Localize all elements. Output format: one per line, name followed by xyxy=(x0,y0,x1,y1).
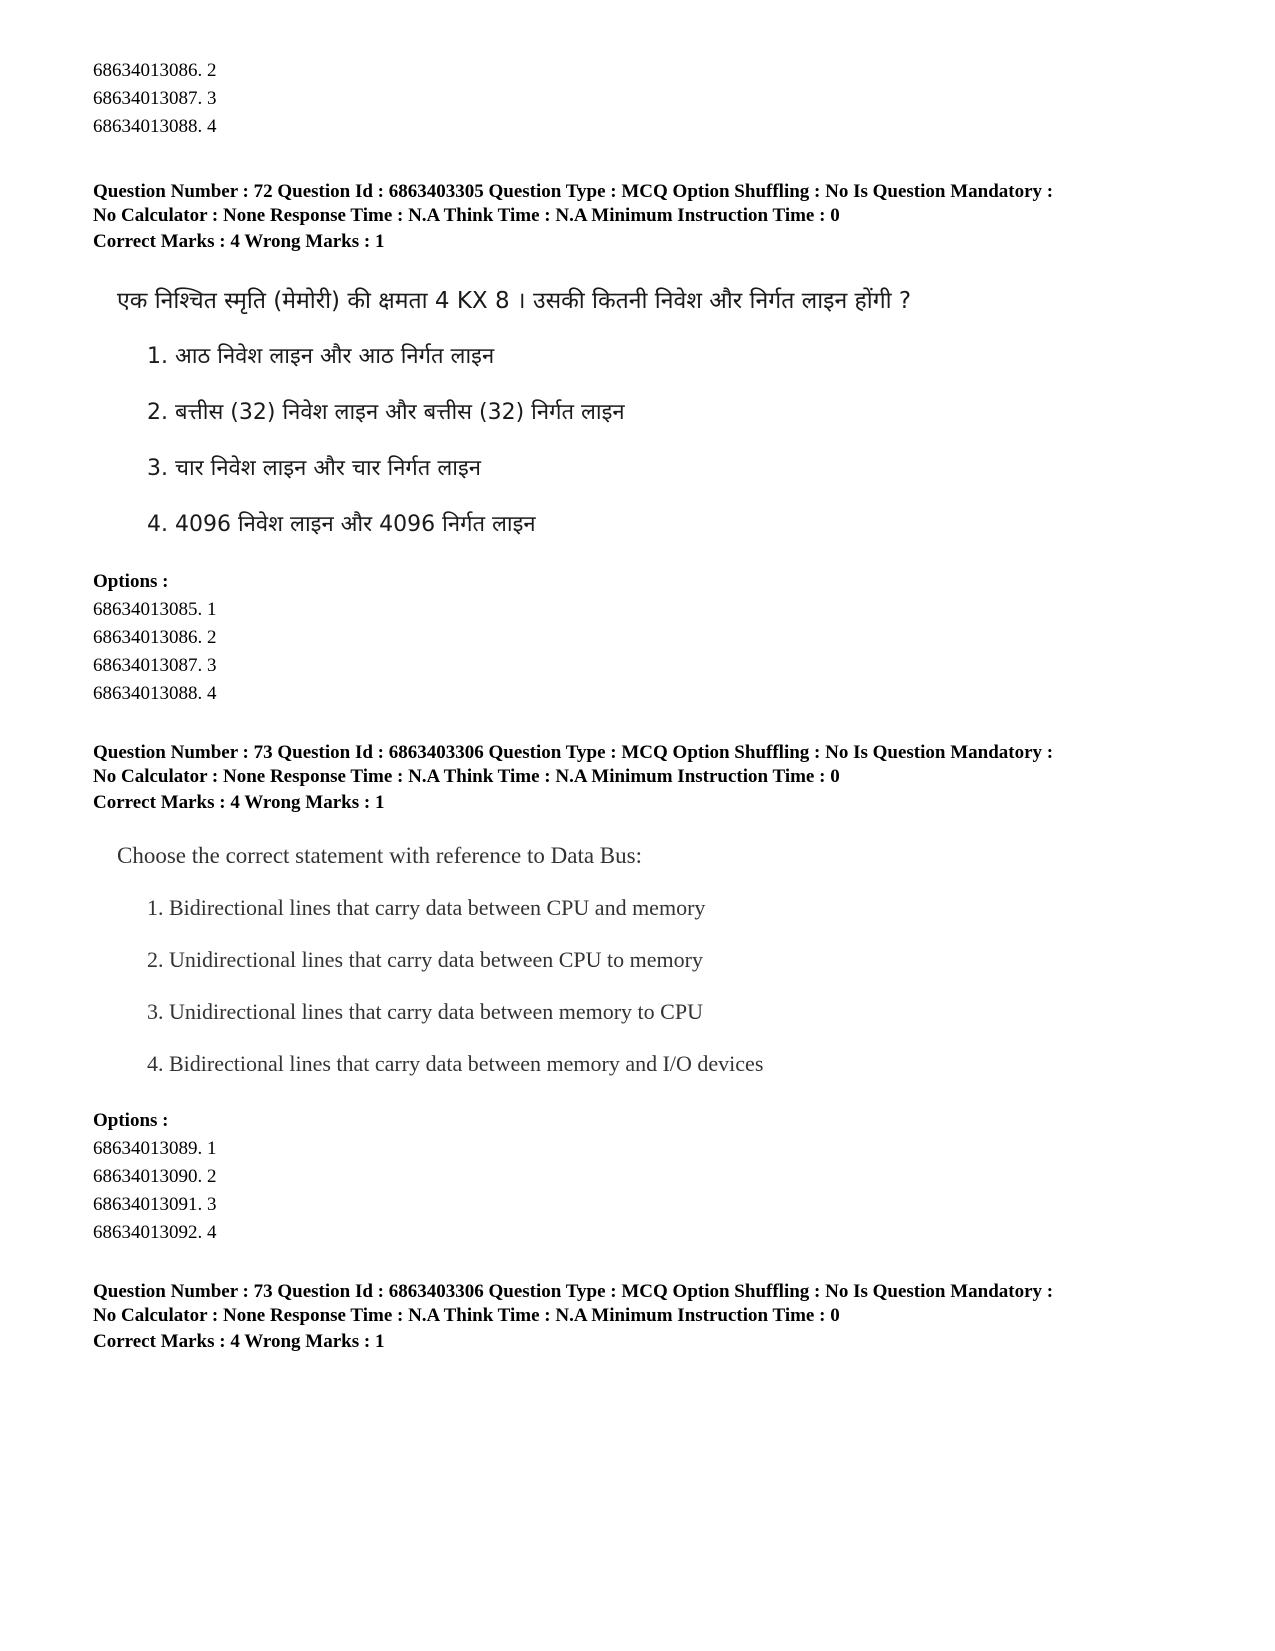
option-entry: 68634013086. 2 xyxy=(93,627,217,648)
option-id: 68634013089 xyxy=(93,1138,198,1159)
option-id: 68634013087 xyxy=(93,88,198,109)
option-entry: 68634013092. 4 xyxy=(93,1222,217,1243)
answer-choice: 4. Bidirectional lines that carry data between memory and I/O devices xyxy=(147,1051,764,1076)
option-number: 3 xyxy=(207,655,217,676)
question-meta-line: Question Number : 73 Question Id : 6863403306 Question Type : MCQ Option Shuffling : No Is Question Mandatory : xyxy=(93,742,1054,763)
option-number: 3 xyxy=(207,1194,217,1215)
option-id: 68634013086 xyxy=(93,60,198,81)
question-meta-line: No Calculator : None Response Time : N.A Think Time : N.A Minimum Instruction Time : 0 xyxy=(93,766,840,787)
option-number: 4 xyxy=(207,1222,217,1243)
options-label: Options : xyxy=(93,571,169,592)
option-number: 2 xyxy=(207,627,217,648)
question-marks: Correct Marks : 4 Wrong Marks : 1 xyxy=(93,1331,385,1352)
option-entry: 68634013087. 3 xyxy=(93,655,217,676)
option-number: 3 xyxy=(207,88,217,109)
answer-choice: 1. Bidirectional lines that carry data between CPU and memory xyxy=(147,895,706,920)
question-meta-line: Question Number : 73 Question Id : 6863403306 Question Type : MCQ Option Shuffling : No Is Question Mandatory : xyxy=(93,1281,1054,1302)
option-number: 4 xyxy=(207,683,217,704)
question-stem: Choose the correct statement with reference to Data Bus: xyxy=(117,843,642,868)
answer-choice: 3. चार निवेश लाइन और चार निर्गत लाइन xyxy=(147,456,481,481)
question-meta-line: No Calculator : None Response Time : N.A Think Time : N.A Minimum Instruction Time : 0 xyxy=(93,1305,840,1326)
question-meta xyxy=(93,741,1223,789)
question-stem: एक निश्चित स्मृति (मेमोरी) की क्षमता 4 KX 8 । उसकी कितनी निवेश और निर्गत लाइन होंगी ? xyxy=(117,288,912,314)
option-number: 4 xyxy=(207,116,217,137)
answer-choice: 2. बत्तीस (32) निवेश लाइन और बत्तीस (32) निर्गत लाइन xyxy=(147,400,625,425)
option-id: 68634013088 xyxy=(93,116,198,137)
options-label: Options : xyxy=(93,1110,169,1131)
option-entry: 68634013088. 4 xyxy=(93,116,217,137)
option-number: 2 xyxy=(207,60,217,81)
question-meta-line: No Calculator : None Response Time : N.A Think Time : N.A Minimum Instruction Time : 0 xyxy=(93,205,840,226)
question-meta-line: Question Number : 72 Question Id : 6863403305 Question Type : MCQ Option Shuffling : No Is Question Mandatory : xyxy=(93,181,1054,202)
option-id: 68634013090 xyxy=(93,1166,198,1187)
question-marks: Correct Marks : 4 Wrong Marks : 1 xyxy=(93,792,385,813)
answer-choice: 1. आठ निवेश लाइन और आठ निर्गत लाइन xyxy=(147,344,495,369)
answer-choice: 4. 4096 निवेश लाइन और 4096 निर्गत लाइन xyxy=(147,512,536,537)
option-number: 1 xyxy=(207,599,217,620)
option-entry: 68634013088. 4 xyxy=(93,683,217,704)
question-meta xyxy=(93,180,1223,228)
option-id: 68634013085 xyxy=(93,599,198,620)
option-entry: 68634013085. 1 xyxy=(93,599,217,620)
option-entry: 68634013090. 2 xyxy=(93,1166,217,1187)
option-id: 68634013091 xyxy=(93,1194,198,1215)
option-entry: 68634013089. 1 xyxy=(93,1138,217,1159)
question-meta xyxy=(93,1280,1223,1328)
option-number: 2 xyxy=(207,1166,217,1187)
option-id: 68634013087 xyxy=(93,655,198,676)
answer-choice: 3. Unidirectional lines that carry data between memory to CPU xyxy=(147,999,703,1024)
option-entry: 68634013086. 2 xyxy=(93,60,217,81)
option-id: 68634013092 xyxy=(93,1222,198,1243)
option-id: 68634013086 xyxy=(93,627,198,648)
question-marks: Correct Marks : 4 Wrong Marks : 1 xyxy=(93,231,385,252)
answer-choice: 2. Unidirectional lines that carry data between CPU to memory xyxy=(147,947,703,972)
option-entry: 68634013091. 3 xyxy=(93,1194,217,1215)
option-entry: 68634013087. 3 xyxy=(93,88,217,109)
option-number: 1 xyxy=(207,1138,217,1159)
option-id: 68634013088 xyxy=(93,683,198,704)
